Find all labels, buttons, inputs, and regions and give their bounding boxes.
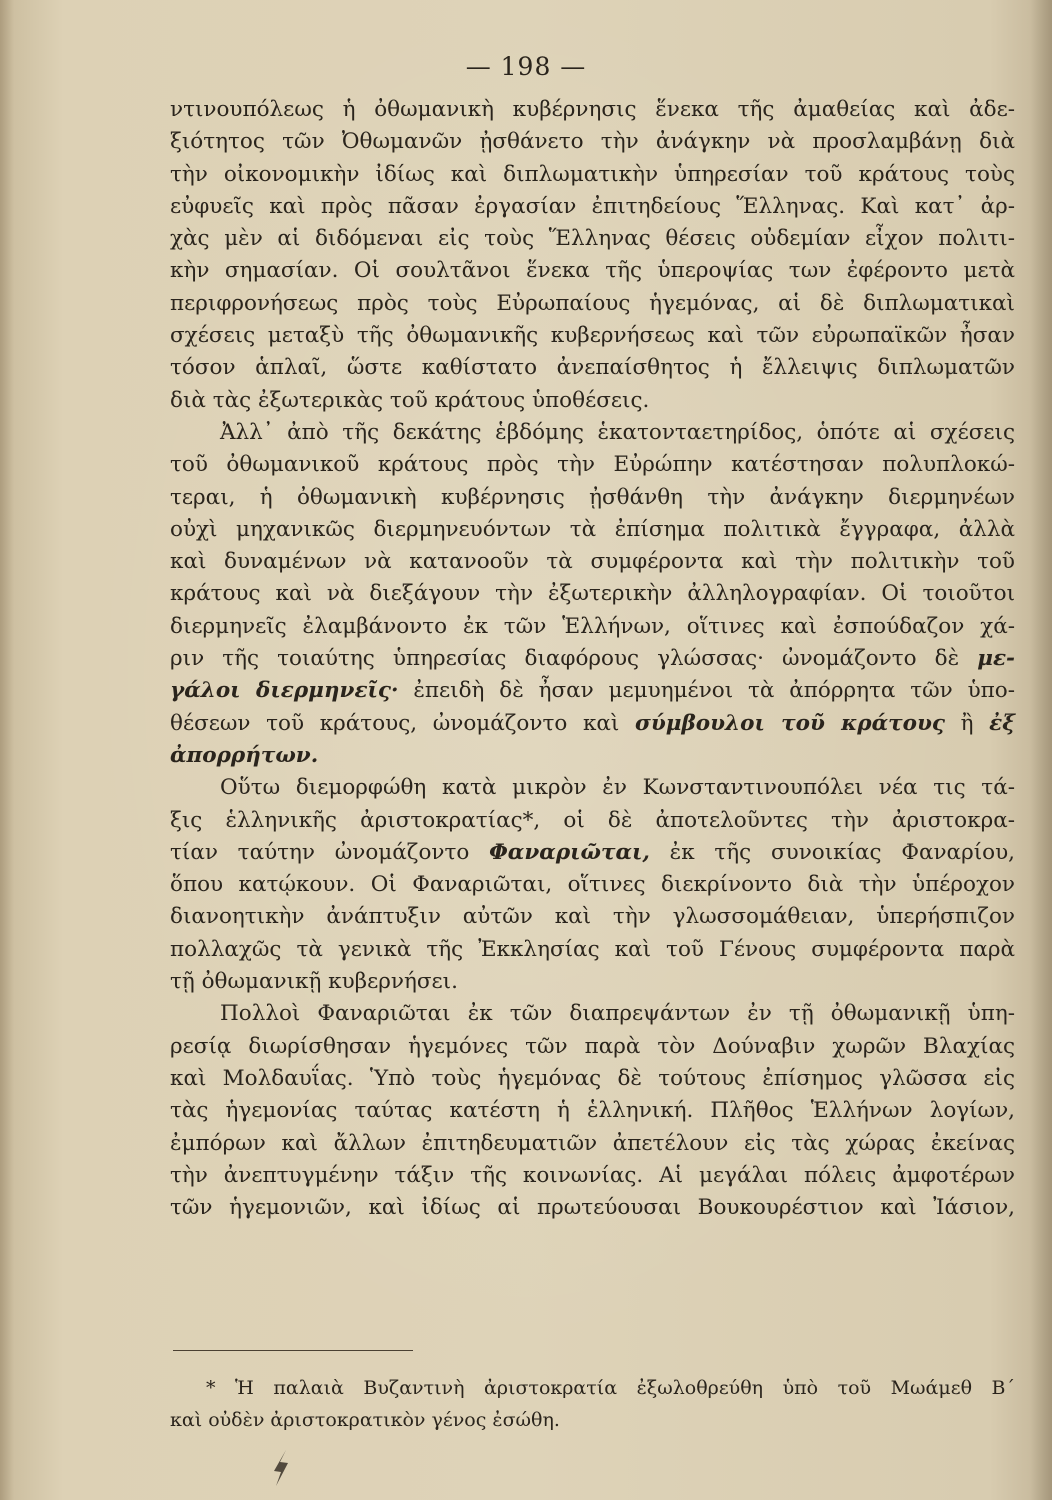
text-line: ξις ἑλληνικῆς ἀριστοκρατίας*, οἱ δὲ ἀποτελοῦντες τὴν ἀριστοκρα- bbox=[170, 807, 1015, 833]
emphasized-term: με- bbox=[977, 646, 1015, 672]
text-line: τῶν ἡγεμονιῶν, καὶ ἰδίως αἱ πρωτεύουσαι Βουκουρέστιον καὶ Ἰάσιον, bbox=[170, 1195, 1015, 1221]
text-line: Ἀλλ᾽ ἀπὸ τῆς δεκάτης ἑβδόμης ἑκατονταετηρίδος, ὁπότε αἱ σχέσεις bbox=[220, 419, 1015, 445]
emphasized-term: ἐξ bbox=[989, 710, 1015, 736]
text-line: τὴν ἀνεπτυγμένην τάξιν τῆς κοινωνίας. Αἱ μεγάλαι πόλεις ἀμφοτέρων bbox=[170, 1162, 1015, 1188]
text-line: τόσον ἁπλαῖ, ὥστε καθίστατο ἀνεπαίσθητος ἡ ἔλλειψις διπλωματῶν bbox=[170, 355, 1015, 381]
text-line bbox=[170, 675, 1015, 707]
text-line: διερμηνεῖς ἐλαμβάνοντο ἐκ τῶν Ἑλλήνων, οἵτινες καὶ ἐσπούδαζον χά- bbox=[170, 613, 1015, 639]
emphasized-term: Φαναριῶται, bbox=[489, 839, 650, 865]
text-line: τοῦ ὀθωμανικοῦ κράτους πρὸς τὴν Εὐρώπην κατέστησαν πολυπλοκώ- bbox=[170, 452, 1015, 478]
text-run: θέσεων τοῦ κράτους, ὠνομάζοντο καὶ bbox=[170, 710, 620, 736]
text-line: διανοητικὴν ἀνάπτυξιν αὐτῶν καὶ τὴν γλωσσομάθειαν, ὑπερήσπιζον bbox=[170, 904, 1015, 930]
text-line: χὰς μὲν αἱ διδόμεναι εἰς τοὺς Ἕλληνας θέσεις οὐδεμίαν εἶχον πολιτι- bbox=[170, 226, 1015, 252]
page-number: — 198 — bbox=[465, 52, 587, 81]
text-line: περιφρονήσεως πρὸς τοὺς Εὐρωπαίους ἡγεμόνας, αἱ δὲ διπλωματικαὶ bbox=[170, 290, 1015, 316]
text-line: τὴν οἰκονομικὴν ἰδίως καὶ διπλωματικὴν ὑπηρεσίαν τοῦ κράτους τοὺς bbox=[170, 161, 1015, 187]
text-line: οὐχὶ μηχανικῶς διερμηνευόντων τὰ ἐπίσημα πολιτικὰ ἔγγραφα, ἀλλὰ bbox=[170, 516, 1015, 542]
text-run: ἐκ τῆς συνοικίας Φαναρίου, bbox=[669, 839, 1015, 865]
text-line: τὰς ἡγεμονίας ταύτας κατέστη ἡ ἑλληνική. Πλῆθος Ἑλλήνων λογίων, bbox=[170, 1098, 1015, 1124]
text-line bbox=[170, 837, 1015, 869]
text-line: ἐμπόρων καὶ ἄλλων ἐπιτηδευματιῶν ἀπετέλουν εἰς τὰς χώρας ἐκείνας bbox=[170, 1130, 1015, 1156]
emphasized-term: ἀπορρήτων. bbox=[170, 742, 319, 768]
text-line bbox=[170, 708, 1015, 740]
text-line: Πολλοὶ Φαναριῶται ἐκ τῶν διαπρεψάντων ἐν τῇ ὀθωμανικῇ ὑπη- bbox=[220, 1001, 1015, 1027]
ink-stamp-icon bbox=[268, 1448, 298, 1488]
text-line: σχέσεις μεταξὺ τῆς ὀθωμανικῆς κυβερνήσεως καὶ τῶν εὐρωπαϊκῶν ἦσαν bbox=[170, 323, 1015, 349]
footnote-divider bbox=[173, 1350, 413, 1351]
text-run: τίαν ταύτην ὠνομάζοντο bbox=[170, 839, 470, 865]
text-line: πολλαχῶς τὰ γενικὰ τῆς Ἐκκλησίας καὶ τοῦ Γένους συμφέροντα παρὰ bbox=[170, 936, 1015, 962]
text-run: ἐπειδὴ δὲ ἦσαν μεμυημένοι τὰ ἀπόρρητα τῶν ὑπο- bbox=[413, 678, 1015, 704]
emphasized-term: σύμβουλοι τοῦ κράτους bbox=[634, 710, 945, 736]
footnote-line: καὶ οὐδὲν ἀριστοκρατικὸν γένος ἐσώθη. bbox=[170, 1409, 560, 1431]
text-line: κράτους καὶ νὰ διεξάγουν τὴν ἐξωτερικὴν ἀλληλογραφίαν. Οἱ τοιοῦτοι bbox=[170, 581, 1015, 607]
text-line: διὰ τὰς ἐξωτερικὰς τοῦ κράτους ὑποθέσεις. bbox=[170, 387, 650, 413]
text-line: καὶ Μολδαυΐας. Ὑπὸ τοὺς ἡγεμόνας δὲ τούτους ἐπίσημος γλῶσσα εἰς bbox=[170, 1065, 1015, 1091]
text-run: ριν τῆς τοιαύτης ὑπηρεσίας διαφόρους γλώσσας· ὠνομάζοντο δὲ bbox=[170, 646, 960, 672]
text-line: εὐφυεῖς καὶ πρὸς πᾶσαν ἐργασίαν ἐπιτηδείους Ἕλληνας. Καὶ κατ᾽ ἀρ- bbox=[170, 193, 1015, 219]
text-line: Οὕτω διεμορφώθη κατὰ μικρὸν ἐν Κωνσταντινουπόλει νέα τις τά- bbox=[220, 775, 1015, 801]
emphasized-term: γάλοι διερμηνεῖς· bbox=[170, 678, 399, 704]
text-line: κὴν σημασίαν. Οἱ σουλτᾶνοι ἕνεκα τῆς ὑπεροψίας των ἐφέροντο μετὰ bbox=[170, 258, 1015, 284]
text-line: τῇ ὀθωμανικῇ κυβερνήσει. bbox=[170, 969, 458, 995]
text-line: τεραι, ἡ ὀθωμανικὴ κυβέρνησις ᾐσθάνθη τὴν ἀνάγκην διερμηνέων bbox=[170, 484, 1015, 510]
main-text bbox=[170, 94, 1015, 1224]
text-line: ὅπου κατῴκουν. Οἱ Φαναριῶται, οἵτινες διεκρίνοντο διὰ τὴν ὑπέροχον bbox=[170, 872, 1015, 898]
text-line: ντινουπόλεως ἡ ὀθωμανικὴ κυβέρνησις ἕνεκα τῆς ἀμαθείας καὶ ἀδε- bbox=[170, 97, 1015, 122]
footnote bbox=[170, 1372, 1015, 1436]
text-run: ἢ bbox=[960, 710, 974, 736]
text-line: ρεσίᾳ διωρίσθησαν ἡγεμόνες τῶν παρὰ τὸν Δούναβιν χωρῶν Βλαχίας bbox=[170, 1033, 1015, 1059]
footnote-line: * Ἡ παλαιὰ Βυζαντινὴ ἀριστοκρατία ἐξωλοθρεύθη ὑπὸ τοῦ Μωάμεθ Β´ bbox=[206, 1377, 1015, 1399]
text-line bbox=[170, 643, 1015, 675]
text-line: καὶ δυναμένων νὰ κατανοοῦν τὰ συμφέροντα καὶ τὴν πολιτικὴν τοῦ bbox=[170, 549, 1015, 575]
text-line: ξιότητος τῶν Ὀθωμανῶν ᾐσθάνετο τὴν ἀνάγκην νὰ προσλαμβάνῃ διὰ bbox=[170, 129, 1015, 155]
